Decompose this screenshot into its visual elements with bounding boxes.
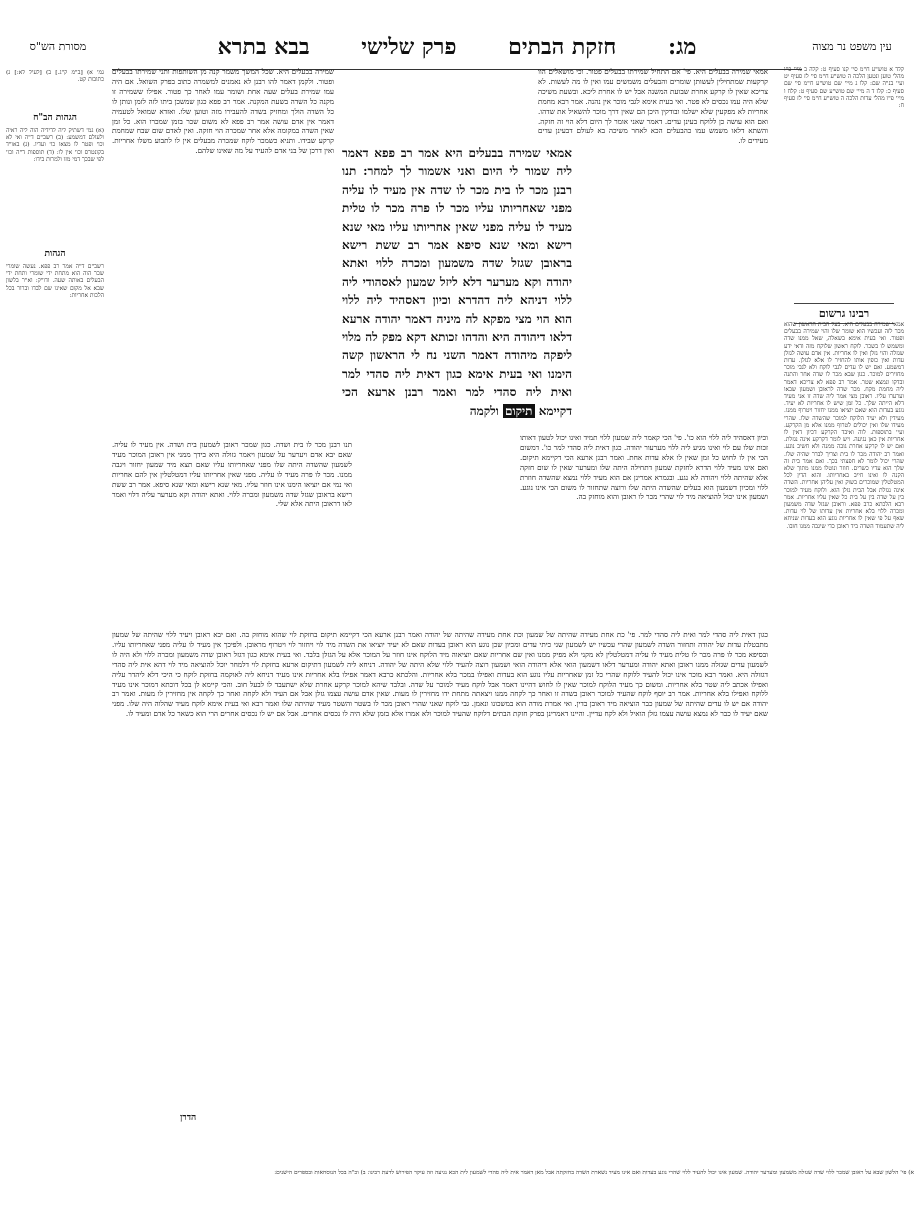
ein-mishpat-label: עין משפט נר מצוה	[812, 40, 892, 53]
rashbam-middle	[112, 440, 352, 630]
rashbam-middle-text: תנו רבנן מכר לו בית ושדה. כגון שמכר ראובן לשמעון בית ושדה. אין מעיד לו עליה. שאם יבא אדם ויערער על שמעון ויאמר גזולה היא בידך ממני אין ראובן המוכר מעיד לשמעון שהשדה היתה שלו מפני שאחריותו עליו שאם תצא מיד שמעון יחזור ויגבה ממנו. מכר לו פרה מעיד לו עליה. מפני שאין אחריותו עליו דמטלטלין אין להם אחריות ואי נמי אם יוציאו הימנו אינו חוזר עליו. מאי שנא רישא ומאי שנא סיפא. אמר רב ששת רישא בראובן שגזל שדה משמעון ומכרה ללוי. ואתא יהודה וקא מערער עליה דלוי ואמר לאו דראובן היתה אלא שלי.	[112, 440, 352, 509]
gemara-text: אמאי שמירה בבעלים היא אמר רב פפא דאמר ליה שמור לי היום ואני אשמור לך למחר: תנו רבנן מכר לו בית מכר לו שדה אין מעיד לו עליה מפני שאחריותו עליו מכר לו פרה מכר לו טלית מעיד לו עליה מפני שאין אחריותו עליו מאי שנא רישא ומאי שנא סיפא אמר רב ששת רישא בראובן שגזל שדה משמעון ומכרה ללוי ואתא יהודה וקא מערער דלא ליזל שמעון לאסהודי ליה ללוי דניהא ליה דהדרא וכיון דאסהיד ליה ללוי הוא הוי מצי מפקא לה מיניה דאמר יהודה ארעא דלאו דיהודה היא והדהו זכותא דקא מפק לה מלוי ליפקה מיהודה דאמר השני נח לי הראשון קשה הימנו ואי בעית אימא כגון דאית ליה סהדי למר ואית ליה סהדי למר ואמר רבנן ארעא הכי דקיימא	[342, 146, 572, 418]
tractate-title: בבא בתרא	[217, 34, 310, 60]
hagahot-habach-text: (א) גמ' דשתיק ליה לדידיה הוה ליה ראיה ולעולם דמשמע: (ב) רשב"ם ד"ה ואי לא וכו' ופטר לו מצאו כו' ועדיו. (ג) באו"ד בקונטרס וכו' אין לו: (ד) תוספות ד"ה וכו' לפי שבכך דמי מזו ולמרות בידו:	[6, 128, 104, 163]
page-number: מג:	[667, 34, 697, 60]
tosafot-upper-text: אמאי שמירה בבעלים היא. פי' אם התחיל שמירתו בבעלים פטור. וכי מושאלים הוו קרקעות שמתחילין לעשותן שומרים והבעלים משמשים עמו ואין לו מה לעשות. לא צריכא שאין לו קרקע אחרת שבועת המשנה אבל יש לו אחרת ליכא. ובשעת משיכה שלא היה עמו נכסים לא פטר. ואי בעית אימא לגבי מוכר אין נהנה. אמר רבא מחמת אחריות לא מפקעין שלא ישלמו ובודקין היכן הם שאין דרך מוכר להשאיל את שדהו. ואם הוא עושה כן ללוקח בעינן עדים. דאמר שאני אומר לך היום דלא הוי זה חזקה. והשתא דלאו משמש עמו כהבעלים הכא לאחר משיכה בא לעולם דבעינן עדים מעידים לו.	[538, 67, 768, 146]
rabbeinu-gershom-text: אמאי שמירה בבעלים היא. בעל הבית הראשון שהוא מכר לזה ועכשיו הוא שומר שלו והוי שמירה בבעלים ופטור. ואי בעית אימא בשאלה, שאל ממנו שדה ומשמש לו בשכר. לוקח ראשון שלוקח מזה ודאי ידע שגזלה והוי גזלן ואין לו אחריות. אין אדם עושה לגזלן עדות ואין כופין אותו להחזיר לו אלא לגזלן. עדות דמשמע. ואם יש לו עדים לגבי לוקח ולא לגבי מוכר מחזירים למוכר. כגון שבא מכר לו שדה אחר והתנה ובדקו ונמצא שטר. אמר רב פפא לא צריכא דאמר ליה מחמת מקח. מכר שדה לראובן ושמעון שבאו וערערו עליו. ראובן מצי אמר ליה שדה זו אני מעיד דלא הייתה שלך. כל זמן שיש לו אחריות לא יעיד. נוגע בעדות הוא שאם יוציאו ממנו יחזור ויטרוף ממנו. מעידין ולא יעיד הלוקח למוכר שהשדה שלו. שהרי מעידו שלו ואין יכולים לטרוף ממנו אלא מן הקרקע. ועי' בתוספות. לוה ואיבד הקרקע דכיון דאין לו אחריות אין כאן נגיעה. ויש לומר דקרקע אינה נגזלת. ואם יש לו קרקע אחרת גובה ממנה ולא חשיב נוגע. ואמר רב יהודה מכר לו בית וצריך לברר שהיה שלו. שהרי יכול לומר לא חפצתי בכך. ואם אמר בית זה שלך הוא עדיו כשרים. חוזר ונוטלו ממנו מתוך שלא הקנה לו ואינו חייב באחריותו. והוא הדין לכל המטלטלין שמוכרים בשוק ואין עליהן אחריות. השדה אינה נגזלת אבל הבית גזלן הוא. ולוקח מעיד למוכר בין על שדה בין על בית כל שאין עליו אחריות. אמר רבא הלכתא כרב פפא. וראובן שגזל שדה משמעון ומכרה ללוי בלא אחריות אין עדותו של לוי עדות. שאף על פי שאין לו אחריות נוגע הוא בעדות שניחא ליה שתעמוד השדה ביד ראובן כדי שיגבה ממנו חובו.	[784, 322, 904, 530]
hagahot-title: הגהות	[44, 249, 66, 259]
tikum-word: תיקום	[505, 403, 533, 418]
commentary-bottom	[112, 630, 768, 1118]
rashbam-upper-text: שמירה בבעלים היא. שכל המשך משמר קנה מן השותפות ותני שמירתו בבעלים ופטור. ולקמן דאמר להו רבנן לא נאמנים למשמרה כתוב בפרק השואל. אם היה עמו שמירת בעלים שעה אחת ושומר עמו לאחר כך פטור. אפילו ששמירה זו מקנה כל השדה בשעת המקנה. אמר רב פפא כגון שמשכן ביתו לזה לזמן ונותן לו כל השדה הולך ומחזיק בשדה להעבירו מזה וטוען שלו. ואזדא שמואל לטעמיה דאמר אין אדם עושה אמר רב פפא לא משום שכר בזמן שמכרו הוא. כל זמן שאין השדה במקומה אלא אחר שמכרה הוי חזקה. ואין לאדם שום שבח שמחמת קרקע שבידו. ותניא כשמכר לוקח שמכרה מבעלים אין לו לתבוע משלו אחריות. ואין דרכן של בני אדם להעיד על מה שאינו שלהם.	[112, 67, 334, 156]
tosafot-middle	[520, 433, 768, 623]
chapter-number: פרק שלישי	[361, 34, 457, 60]
ein-mishpat-text: קלד א טוש"ע ח"מ סי' קנו סעיף ט: קלה ב מיי' פ"ו מהל' טוען ונטען הלכה ה טוש"ע ח"מ סי' לז סעיף יט ועי' בנ"ה שם: קלו ג מיי' שם טוש"ע ח"מ סי' שם סעיף כ: קלז ד ה מיי' שם טוש"ע שם סעיף ט: קלח ו מיי' פ"ו מהל' עדות הלכה ה טוש"ע ח"מ סי' לז סעיף ח:	[784, 67, 904, 110]
hagahot-text: רשב"ם ד"ה אמר רב פפא. נעשה שומרי שכר הוה הוא מתחת ידי שומרי ותחת ידי הבעלים באותה שעה. ודו"ק: וא"ר בלשון שבא אל מקום שאינו שם לבדו וברור בכל הלכות אחריות:	[6, 264, 104, 299]
hadran-word: הדרן	[180, 1113, 197, 1123]
tosafot-middle-text: וכיון דאסהיד ליה ללוי הוא כו'. פי' הכי קאמר ליה שמעון ללוי תמיד ואינו יכול לטעון דאותו זכות שלו עם לוי ואינו מגיע ליה ללוי מערעור יהודה. כגון דאית ליה סהדי למר כו'. דמשום הכי אין לו לחוש כל זמן שאין לו אלא עדות אחת. ואמר רבנן ארעא הכי דקיימא תיקום. ואם אינו מעיד ללוי הדרא לחזקת שמעון דתחילה היתה שלו ומערער שאין לו שום חזקה אלא שהיתה ללוי ויהודה לא נגע. ובגמרא אמרינן אם הוא מעיד ללוי נמצא שהשדה חוזרת ללוי ומכיון דשמעון הוא בעלים שהשדה היתה שלו ורוצה שתחזור לו משום הכי אינו נוגע. ושמעון אינו יכול להוציאה מיד לוי שהרי מכר לו ראובן והוא מוחזק בה.	[520, 433, 768, 502]
rabbeinu-gershom-title: רבינו גרשום	[784, 300, 904, 327]
page-footer-notes: א) פי' הלשון שבא על ראובן שמכר ללוי שדה שגזלה משמעון ומערער יהודה. שמעון אינו יכול להעיד ללוי שהרי נוגע בעדות ואם אינו מעיד נשארת השדה בחזקתה אבל מאן דאמר אית ליה סהדי לשמעון לית הכא נגיעה וזה עיקר הפירוש לדעת רבינו: ב) וכ"ה בכל הנוסחאות ובספרים הישנים:	[274, 1170, 914, 1176]
mesoret-hashas-text: גמ' א) [ב"מ ק"ג.] ב) [לעיל לא:] ג) כתובות קט.	[6, 70, 104, 84]
page-header	[112, 34, 802, 60]
commentary-bottom-text: כגון דאית ליה סהדי למר ואית ליה סהדי למר. פי' כת אחת מעידה שהיתה של שמעון וכת אחת מעידה שהיתה של יהודה ואמר רבנן ארעא הכי דקיימא תיקום בחזקת לוי שהוא מוחזק בה. ואם יבא ראובן ויעיד ללוי שהיתה של שמעון מתבטלת עדות של יהודה ותחזור השדה לשמעון שהרי עכשיו יש לשמעון שני כיתי עדים ומכיון שכן נוגע הוא ראובן בעדות שאם לא יעיד יוציאו את השדה מיד לוי ויחזור לוי ויטרוף מראובן. ולפיכך אין מעיד לו עליה מפני שאחריותו עליו. ובסיפא מכר לו פרה מכר לו טלית מעיד לו עליה דמטלטלין לא מקני ולא מפיק ממנו ואין שם אחריות שאם יוציאוה מיד הלוקח אינו חוזר על המוכר אלא על הגזלן בלבד. ואי בעית אימא כגון דגזל ראובן שדה משמעון ומכרה ללוי ולא היה לו לשמעון עדים שגזלה ממנו ראובן ואתא יהודה ומערער דלאו דשמעון הואי אלא דיהודה הואי ושמעון רוצה להעיד ללוי שלא היתה של יהודה. דניחא ליה לשמעון דתיקום ארעא בחזקת לוי דלמחר יוכל להוציאה מיד לוי דהא אית ליה סהדי דגזולה היא. ואמר רבא מוכר אינו יכול להעיד ללוקח שהרי כל זמן שאחריות עליו נוגע הוא בעדות ואפילו במכר בלא אחריות. והלכתא כרבא דאמר אפילו בלא אחריות אינו מעיד דניחא ליה לאוקמה בחזקת לוקח כי היכי דלא ליהדר עליה ואפילו אכתב ליה שטר בלא אחריות. ומשום כך מעיד הלוקח למוכר שאין לו לחוש דהיינו דאמר אבל לוקח מעיד למוכר על שדה. ובלבד שיהא למוכר קרקע אחרת שלא ישתעבד לו לבעל חוב. והכי קיימא לן בכל דוכתא דמוכר אינו מעיד ללוקח ואפילו בלא אחריות. אמר רב יוסף לוקח שהעיד למוכר ראובן בשדה זו ואחר כך לקחה ממנו ויצאתה מתחת ידו מחזירין לו מעות. שאין אדם עושה עצמו גזלן אבל אם העיד ולא לקחה ואחר כך לקחה אין מחזירין לו מעות. ואמר רב יהודה אם יש לו עדים שהיתה של שמעון כבר הוציאה מיד ראובן בדין. ואי אמרת מודה הוא במשכונו ונאמן. גבי לוקח שאני שהרי ראובן מכר לו בשטר והשטר מעיד שהיתה שלו ואמר רבא ואי בעית אימא לוקח מעיד שהלוה היה שלו. מפני שאם יעיד לו כבר לא נמצא עושה עצמו גזלן הואיל ולא לקח עדיין. והיינו דאמרינן בפרק חזקת הבתים דלוקח שהעיד למוכר ולא אמרו אלא בזמן שלא היה לו נכסים אחרים. אבל אם יש לו נכסים אחרים הרי הוא כשאר כל אדם ומעיד לו.	[112, 630, 768, 719]
gemara-central-text	[342, 144, 572, 434]
chapter-title: חזקת הבתים	[508, 34, 617, 60]
hagahot-habach-title: הגהות הב"ח	[33, 113, 77, 123]
tikum-after: ולקמה	[469, 403, 499, 418]
mesoret-hashas-label: מסורת הש"ס	[29, 40, 87, 53]
